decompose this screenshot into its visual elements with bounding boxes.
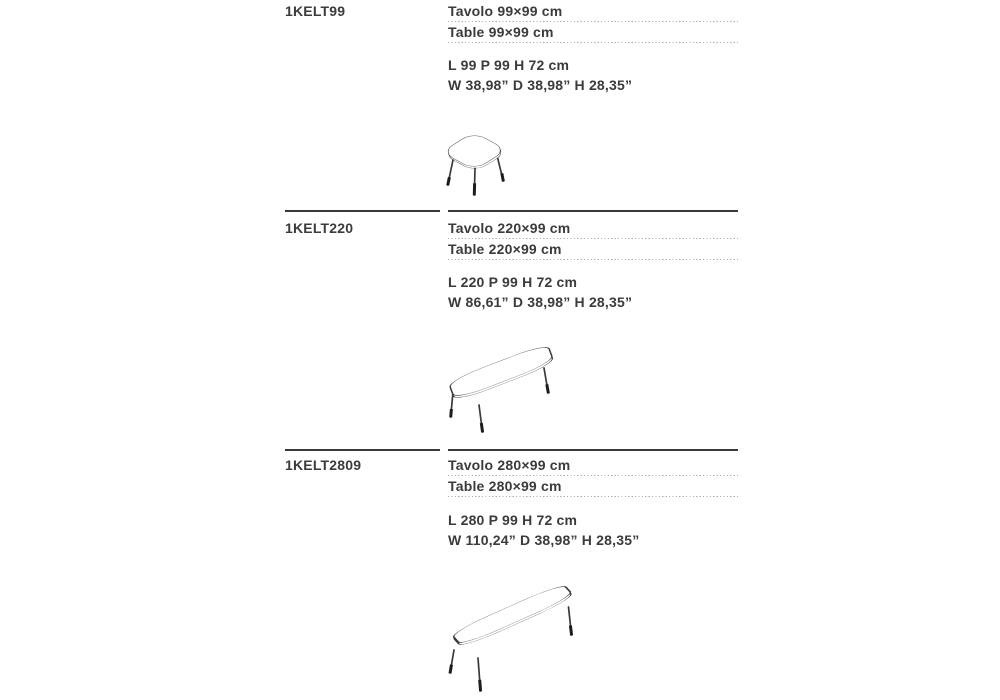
- dimensions-imperial: W 38,98” D 38,98” H 28,35”: [448, 77, 633, 93]
- product-name-it: Tavolo 220×99 cm: [448, 221, 738, 239]
- long-table-drawing-icon: [435, 335, 635, 440]
- product-name-en: Table 280×99 cm: [448, 479, 738, 497]
- section-divider-right: [448, 210, 738, 212]
- dimensions-metric: L 99 P 99 H 72 cm: [448, 57, 570, 73]
- section-divider-left: [285, 210, 440, 212]
- product-code: 1KELT2809: [285, 457, 362, 473]
- product-name-en: Table 99×99 cm: [448, 25, 738, 43]
- dimensions-metric: L 280 P 99 H 72 cm: [448, 512, 578, 528]
- product-name-it: Tavolo 99×99 cm: [448, 4, 738, 22]
- section-divider-right: [448, 449, 738, 451]
- dimensions-metric: L 220 P 99 H 72 cm: [448, 274, 578, 290]
- dimensions-imperial: W 86,61” D 38,98” H 28,35”: [448, 294, 633, 310]
- product-name-it: Tavolo 280×99 cm: [448, 458, 738, 476]
- extra-long-table-drawing-icon: [435, 575, 650, 700]
- product-code: 1KELT220: [285, 220, 354, 236]
- section-divider-left: [285, 449, 440, 451]
- product-name-en: Table 220×99 cm: [448, 242, 738, 260]
- dimensions-imperial: W 110,24” D 38,98” H 28,35”: [448, 532, 640, 548]
- product-code: 1KELT99: [285, 3, 346, 19]
- square-table-drawing-icon: [425, 118, 545, 208]
